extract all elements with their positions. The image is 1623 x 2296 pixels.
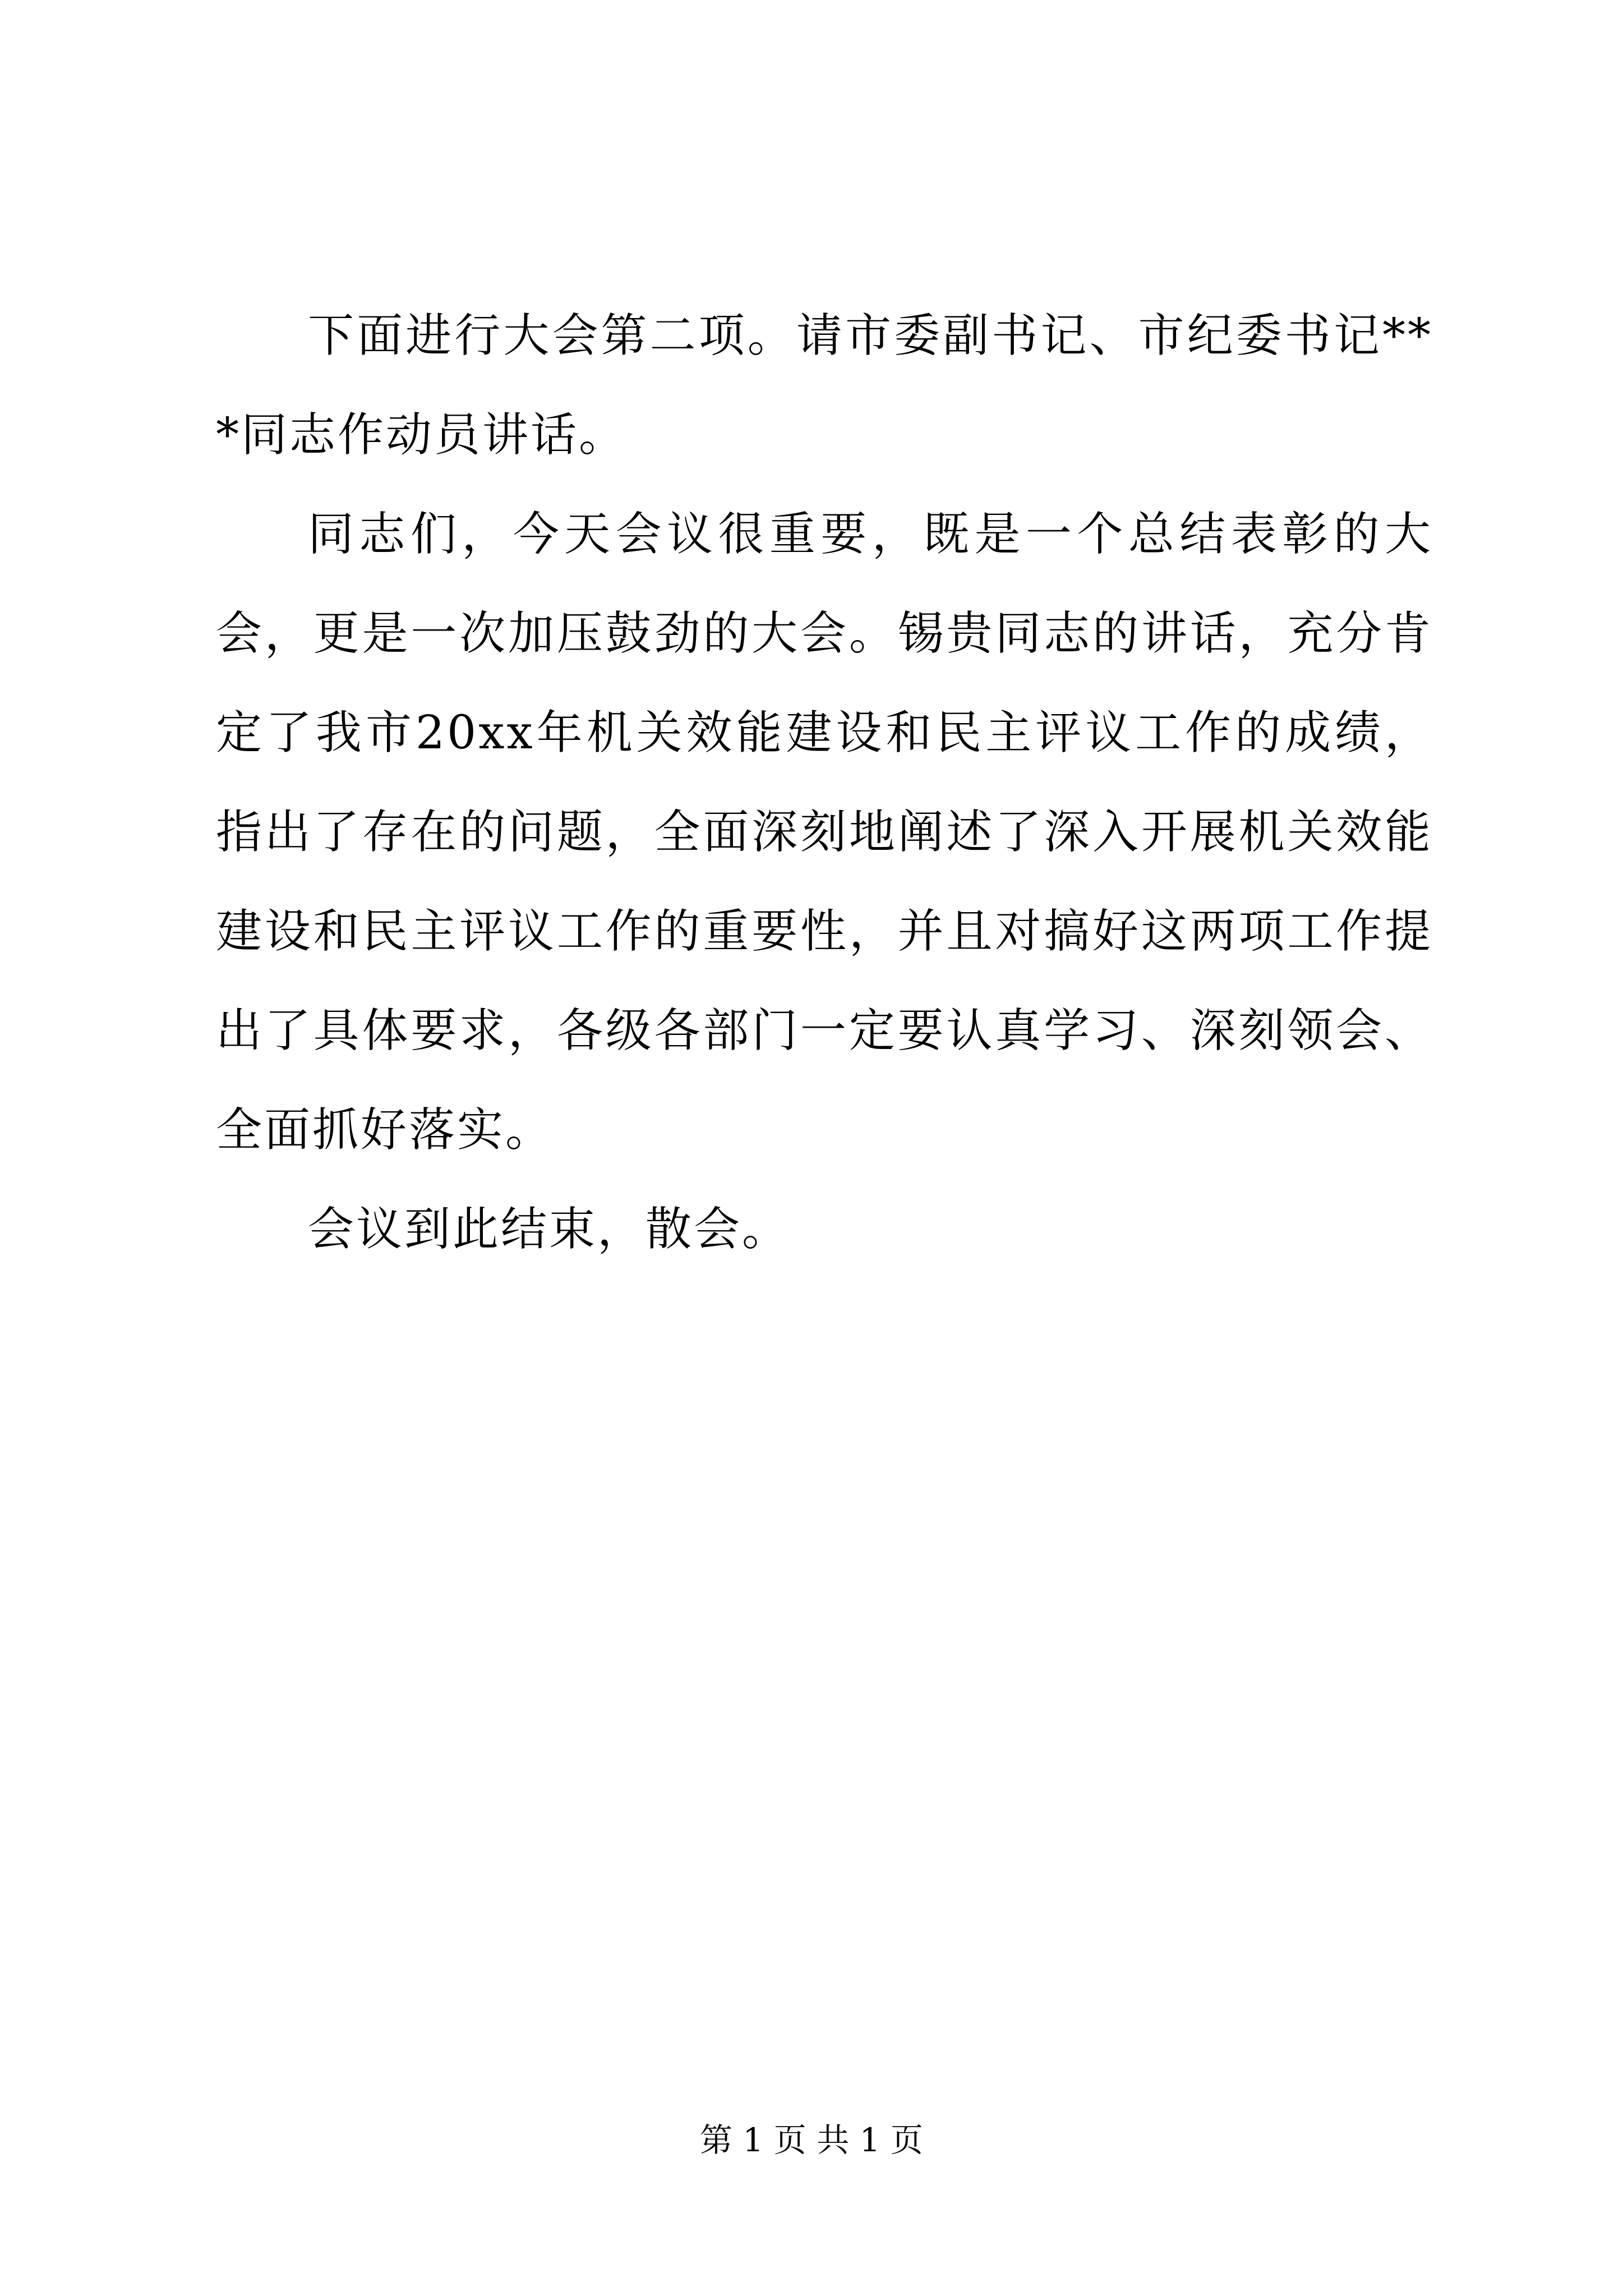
document-body: [216, 286, 1433, 1279]
page-footer: 第 1 页 共 1 页: [700, 2121, 923, 2159]
paragraph-agenda-item: 下面进行大会第二项。请市委副书记、市纪委书记***同志作动员讲话。: [216, 309, 1433, 462]
paragraph-speech-summary: 同志们，今天会议很重要，既是一个总结表彰的大会，更是一次加压鼓劲的大会。锡贵同志的讲话，充分肯定了我市20xx年机关效能建设和民主评议工作的成绩，指出了存在的问题，全面深刻地阐述了深入开展机关效能建设和民主评议工作的重要性，并且对搞好这两项工作提出了具体要求，各级各部门一定要认真学习、深刻领会、全面抓好落实。: [216, 508, 1433, 1157]
paragraph-closing: 会议到此结束，散会。: [308, 1203, 791, 1256]
